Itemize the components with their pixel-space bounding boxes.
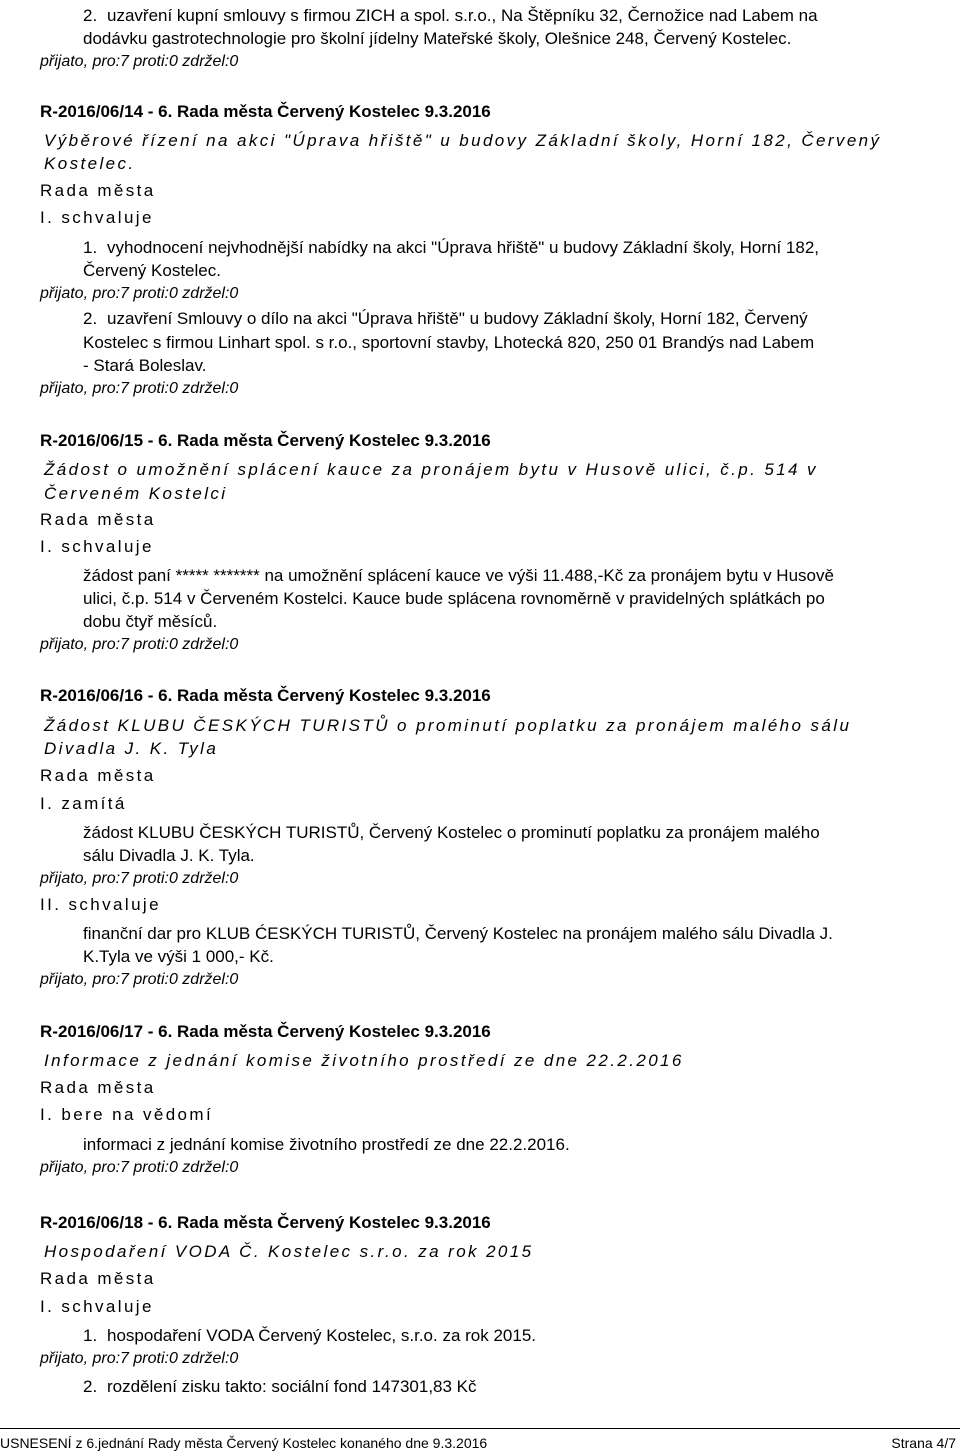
resolution-title: Kostelec. — [44, 154, 136, 173]
decision-label: I. bere na vědomí — [40, 1105, 214, 1124]
vote-result: přijato, pro:7 proti:0 zdržel:0 — [40, 53, 239, 70]
item-text-line: rozdělení zisku takto: sociální fond 147301,83 Kč — [107, 1377, 477, 1396]
decision-text-line: K.Tyla ve výši 1 000,- Kč. — [83, 947, 274, 966]
resolution-title: Divadla J. K. Tyla — [44, 739, 219, 758]
vote-result: přijato, pro:7 proti:0 zdržel:0 — [40, 1350, 239, 1367]
page-number: Strana 4/7 — [891, 1435, 956, 1451]
resolution-title: Hospodaření VODA Č. Kostelec s.r.o. za rok 2015 — [44, 1242, 534, 1261]
resolution-heading: R-2016/06/14 - 6. Rada města Červený Kostelec 9.3.2016 — [40, 102, 491, 121]
body-label: Rada města — [40, 766, 156, 785]
decision-text-line: finanční dar pro KLUB ĆESKÝCH TURISTŮ, Červený Kostelec na pronájem malého sálu Divadla J. — [83, 924, 833, 943]
resolution-title: Žádost KLUBU ČESKÝCH TURISTŮ o prominutí poplatku za pronájem malého sálu — [44, 716, 852, 735]
item-text-line: uzavření kupní smlouvy s firmou ZICH a spol. s.r.o., Na Štěpníku 32, Černožice nad Labem na — [107, 6, 818, 25]
resolution-title: Informace z jednání komise životního prostředí ze dne 22.2.2016 — [44, 1051, 684, 1070]
item-number: 2. — [83, 6, 98, 25]
resolution-title: Výběrové řízení na akci "Úprava hřiště" u budovy Základní školy, Horní 182, Červený — [44, 131, 882, 150]
resolution-heading: R-2016/06/18 - 6. Rada města Červený Kostelec 9.3.2016 — [40, 1213, 491, 1232]
body-label: Rada města — [40, 1078, 156, 1097]
vote-result: přijato, pro:7 proti:0 zdržel:0 — [40, 971, 239, 988]
decision-label: I. zamítá — [40, 794, 127, 813]
body-label: Rada města — [40, 181, 156, 200]
footer-divider — [0, 1428, 960, 1429]
item-text-line: uzavření Smlouvy o dílo na akci "Úprava hřiště" u budovy Základní školy, Horní 182, Červený — [107, 309, 808, 328]
item-number: 1. — [83, 238, 98, 257]
decision-label: I. schvaluje — [40, 537, 154, 556]
decision-text-line: ulici, č.p. 514 v Červeném Kostelci. Kauce bude splácena rovnoměrně v pravidelných splátkách po — [83, 589, 825, 608]
item-text-line: Červený Kostelec. — [83, 261, 221, 280]
footer-title: USNESENÍ z 6.jednání Rady města Červený Kostelec konaného dne 9.3.2016 — [0, 1435, 488, 1451]
decision-text-line: žádost paní ***** ******* na umožnění splácení kauce ve výši 11.488,-Kč za pronájem bytu v Husově — [83, 566, 834, 585]
resolution-heading: R-2016/06/15 - 6. Rada města Červený Kostelec 9.3.2016 — [40, 431, 491, 450]
vote-result: přijato, pro:7 proti:0 zdržel:0 — [40, 1159, 239, 1176]
resolution-heading: R-2016/06/16 - 6. Rada města Červený Kostelec 9.3.2016 — [40, 686, 491, 705]
decision-label: I. schvaluje — [40, 208, 154, 227]
item-number: 2. — [83, 309, 98, 328]
vote-result: přijato, pro:7 proti:0 zdržel:0 — [40, 870, 239, 887]
resolution-heading: R-2016/06/17 - 6. Rada města Červený Kostelec 9.3.2016 — [40, 1022, 491, 1041]
decision-text-line: sálu Divadla J. K. Tyla. — [83, 846, 255, 865]
decision-text-line: žádost KLUBU ČESKÝCH TURISTŮ, Červený Kostelec o prominutí poplatku za pronájem malého — [83, 823, 820, 842]
body-label: Rada města — [40, 1269, 156, 1288]
vote-result: přijato, pro:7 proti:0 zdržel:0 — [40, 285, 239, 302]
resolution-title: Červeném Kostelci — [44, 484, 228, 503]
body-label: Rada města — [40, 510, 156, 529]
item-text-line: hospodaření VODA Červený Kostelec, s.r.o. za rok 2015. — [107, 1326, 537, 1345]
decision-text-line: informaci z jednání komise životního prostředí ze dne 22.2.2016. — [83, 1135, 570, 1154]
decision-text-line: dobu čtyř měsíců. — [83, 612, 218, 631]
resolution-title: Žádost o umožnění splácení kauce za pronájem bytu v Husově ulici, č.p. 514 v — [44, 460, 818, 479]
item-text-line: Kostelec s firmou Linhart spol. s r.o., sportovní stavby, Lhotecká 820, 250 01 Brandýs nad Labem — [83, 333, 815, 352]
item-text-line: vyhodnocení nejvhodnější nabídky na akci "Úprava hřiště" u budovy Základní školy, Horní 182, — [107, 238, 819, 257]
item-number: 1. — [83, 1326, 98, 1345]
vote-result: přijato, pro:7 proti:0 zdržel:0 — [40, 636, 239, 653]
item-text-line: - Stará Boleslav. — [83, 356, 207, 375]
item-text-line: dodávku gastrotechnologie pro školní jídelny Mateřské školy, Olešnice 248, Červený Kostelec. — [83, 29, 792, 48]
item-number: 2. — [83, 1377, 98, 1396]
decision-label: I. schvaluje — [40, 1297, 154, 1316]
decision-label: II. schvaluje — [40, 895, 161, 914]
vote-result: přijato, pro:7 proti:0 zdržel:0 — [40, 380, 239, 397]
